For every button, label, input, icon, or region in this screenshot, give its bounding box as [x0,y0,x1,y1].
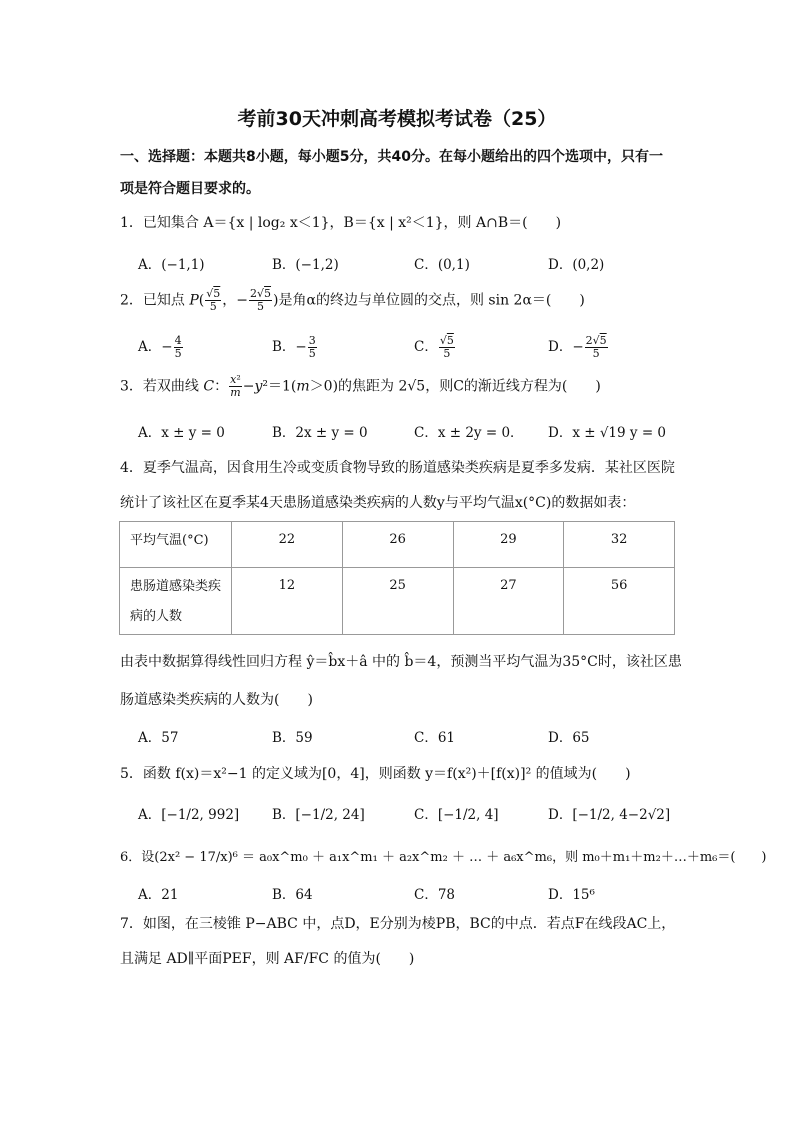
q5-stem: 5．函数 f(x)＝x²−1 的定义域为[0，4]，则函数 y＝f(x²)＋[f(x)]² 的值域为( ) [120,766,631,782]
q2-stem-end: 是角α的终边与单位圆的交点，则 sin 2α＝( ) [278,292,585,309]
q4-line1: 4．夏季气温高，因食用生冷或变质食物导致的肠道感染类疾病是夏季多发病．某社区医院 [120,460,675,476]
table-cell: 22 [232,522,343,568]
q4-option-b[interactable]: B．59 [272,730,313,746]
q2-option-b[interactable]: B．− $\frac{3}{5}$ [272,334,316,360]
q4-option-d[interactable]: D．65 [548,730,590,746]
table-cell: 26 [342,522,453,568]
table-header-cases-l2: 病的人数 [130,609,183,624]
q4-line2: 统计了该社区在夏季某4天患肠道感染类疾病的人数y与平均气温x(°C)的数据如表： [120,495,636,511]
q5-option-a[interactable]: A．[−1/2, 992] [138,807,240,823]
data-table [119,521,675,635]
q5-option-b[interactable]: B．[−1/2, 24] [272,807,365,823]
q2-option-a[interactable]: A．− $\frac{4}{5}$ [138,334,182,360]
table-header-cases-l1: 患肠道感染类疾 [130,579,222,594]
table-row [120,522,675,568]
q2-stem: 2．已知点 P( $\frac{√5}{5}$ ，− $\frac{2√5}{5}$ )是角α的终边与单位圆的交点，则 sin 2α＝( ) [120,287,585,313]
q4-line3: 由表中数据算得线性回归方程 ŷ＝b̂x＋â 中的 b̂＝4，预测当平均气温为35°C时，该社区患 [120,654,682,670]
q2-stem-start: 2．已知点 [120,292,185,309]
table-row [120,568,675,635]
q3-stem: 3．若双曲线 C： $\frac{\text{x²}}{m}$ −y²＝1(m＞0)的焦距为 2√5，则C的渐近线方程为( ) [120,373,601,399]
q7-line2: 且满足 AD∥平面PEF，则 AF/FC 的值为( ) [120,951,415,967]
q3-stem-start: 3．若双曲线 [120,378,199,395]
q1-stem: 1．已知集合 A＝{x | log₂ x＜1}，B＝{x | x²＜1}，则 A∩B＝( ) [120,215,562,231]
q3-option-a[interactable]: A．x ± y = 0 [138,425,225,441]
q6-option-d[interactable]: D．15⁶ [548,887,595,903]
table-cell: 56 [564,568,675,635]
table-cell: 12 [232,568,343,635]
q7-line1: 7．如图，在三棱锥 P−ABC 中，点D，E分别为棱PB，BC的中点．若点F在线段AC上， [120,916,676,932]
q6-stem: 6．设(2x² − 17/x)⁶ ＝ a₀x^m₀ ＋ a₁x^m₁ ＋ a₂x^m₂ ＋ … ＋ a₆x^m₆，则 m₀＋m₁＋m₂＋…＋m₆＝( ) [120,850,767,865]
table-cell: 27 [453,568,564,635]
q6-option-c[interactable]: C．78 [414,887,456,903]
q2-option-d[interactable]: D．− $\frac{2√5}{5}$ [548,334,607,360]
q2-option-c[interactable]: C． $\frac{√5}{5}$ [414,334,454,360]
page-title: 考前30天冲刺高考模拟考试卷（25） [237,108,557,130]
section-instructions-line1: 一、选择题：本题共8小题，每小题5分，共40分。在每小题给出的四个选项中，只有一 [120,149,663,165]
table-header-cases [120,568,232,635]
table-cell: 29 [453,522,564,568]
q3-option-d[interactable]: D．x ± √19 y = 0 [548,425,667,441]
table-cell: 32 [564,522,675,568]
q1-option-a[interactable]: A．(−1,1) [138,257,205,273]
q1-option-b[interactable]: B．(−1,2) [272,257,339,273]
q1-option-d[interactable]: D．(0,2) [548,257,605,273]
q3-option-c[interactable]: C．x ± 2y = 0． [414,425,524,441]
table-header-temp: 平均气温(°C) [120,522,232,568]
q3-option-b[interactable]: B．2x ± y = 0 [272,425,368,441]
section-instructions-line2: 项是符合题目要求的。 [120,181,260,197]
table-cell: 25 [342,568,453,635]
q4-line4: 肠道感染类疾病的人数为( ) [120,692,313,708]
q4-option-c[interactable]: C．61 [414,730,456,746]
q6-option-b[interactable]: B．64 [272,887,313,903]
q4-option-a[interactable]: A．57 [138,730,179,746]
q5-option-d[interactable]: D．[−1/2, 4−2√2] [548,807,671,823]
q1-option-c[interactable]: C．(0,1) [414,257,470,273]
q6-option-a[interactable]: A．21 [138,887,179,903]
q5-option-c[interactable]: C．[−1/2, 4] [414,807,499,823]
q3-stem-end: 的焦距为 2√5，则C的渐近线方程为( ) [338,378,601,395]
